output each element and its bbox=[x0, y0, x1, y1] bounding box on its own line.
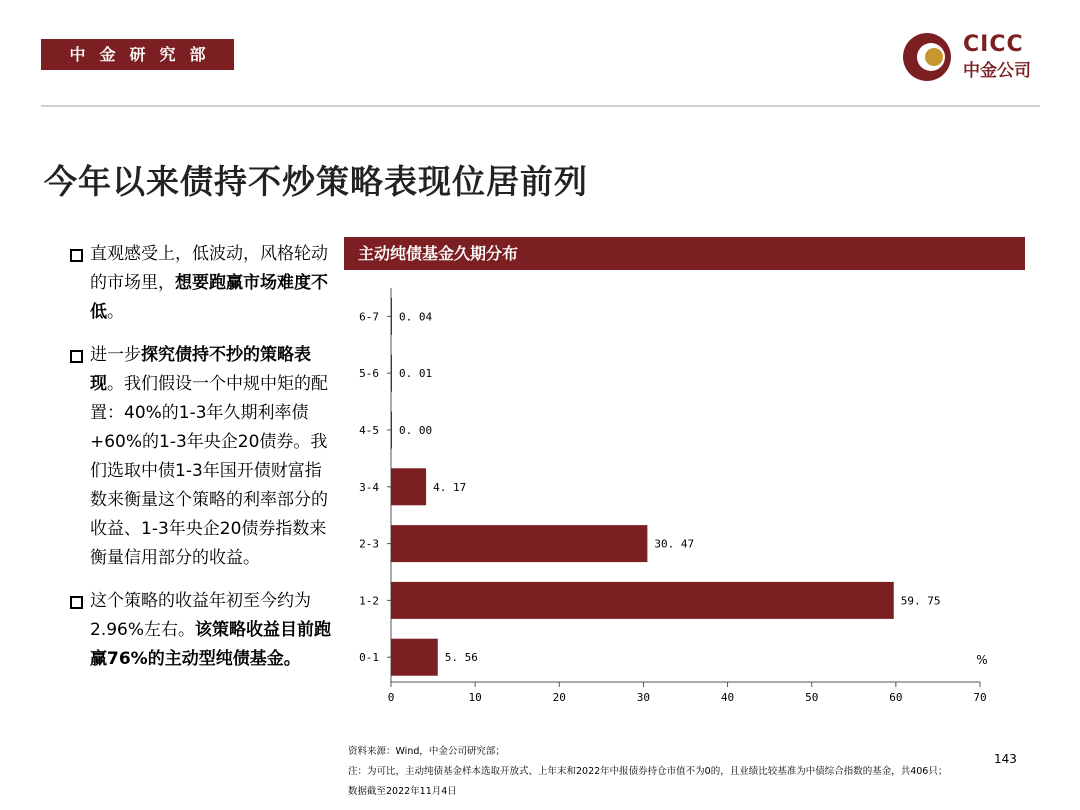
y-tick-label: 3-4 bbox=[359, 480, 379, 494]
x-tick-label: 30 bbox=[636, 691, 651, 704]
logo-text-cn: 中金公司 bbox=[963, 61, 1031, 81]
data-label: 30. 47 bbox=[654, 537, 695, 551]
y-tick-label: 6-7 bbox=[359, 310, 379, 324]
note-line: 注：为可比，主动纯债基金样本选取开放式、上年末和2022年中报债券持仓市值不为0的，且业绩比较基准为中债综合指数的基金，共406只； bbox=[348, 766, 948, 777]
bar-0-1 bbox=[391, 639, 438, 676]
bullet-square-icon bbox=[70, 596, 83, 609]
bar-1-2 bbox=[391, 582, 894, 619]
x-tick-label: 20 bbox=[552, 691, 566, 704]
x-tick-label: 60 bbox=[889, 691, 903, 704]
x-tick-label: 40 bbox=[720, 691, 735, 704]
slide-title: 今年以来债持不炒策略表现位居前列 bbox=[44, 162, 588, 201]
department-tag: 中金研究部 bbox=[41, 39, 234, 70]
bar-2-3 bbox=[391, 525, 647, 562]
bullet-item bbox=[70, 341, 332, 573]
duration-bar-chart bbox=[344, 280, 1024, 720]
bullet-emphasis: 该策略收益目前跑赢76%的主动型纯债基金。 bbox=[90, 620, 332, 669]
bullet-text: 进一步 bbox=[90, 345, 141, 365]
bullet-square-icon bbox=[70, 249, 83, 262]
y-tick-label: 1-2 bbox=[359, 594, 379, 608]
bullet-emphasis: 探究债持不抄的策略表现 bbox=[90, 345, 311, 394]
bullet-list bbox=[70, 240, 332, 688]
x-tick-label: 10 bbox=[468, 691, 482, 704]
bullet-square-icon bbox=[70, 350, 83, 363]
header-divider bbox=[41, 105, 1040, 107]
unit-label: % bbox=[976, 653, 988, 667]
bullet-emphasis: 想要跑赢市场难度不低 bbox=[90, 273, 328, 322]
cicc-logo bbox=[900, 30, 1050, 86]
date-line: 数据截至2022年11月4日 bbox=[348, 786, 457, 797]
bar-5-6 bbox=[391, 355, 392, 392]
bar-4-5 bbox=[391, 412, 392, 449]
bullet-text: 。 bbox=[107, 302, 124, 322]
source-line: 资料来源：Wind，中金公司研究部； bbox=[348, 746, 505, 757]
y-tick-label: 2-3 bbox=[359, 537, 379, 551]
chart-header: 主动纯债基金久期分布 bbox=[344, 237, 1025, 270]
data-label: 5. 56 bbox=[444, 651, 478, 665]
y-tick-label: 5-6 bbox=[359, 367, 379, 381]
bullet-text: 这个策略的收益年初至今约为2.96%左右。 bbox=[90, 591, 311, 640]
cicc-logo-icon bbox=[900, 30, 954, 84]
data-label: 0. 00 bbox=[399, 424, 433, 437]
bar-6-7 bbox=[391, 298, 392, 335]
data-label: 4. 17 bbox=[433, 480, 467, 494]
bullet-text: 直观感受上，低波动，风格轮动的市场里， bbox=[90, 244, 328, 293]
y-tick-label: 0-1 bbox=[359, 651, 379, 665]
x-tick-label: 0 bbox=[387, 691, 395, 704]
bullet-text: 。我们假设一个中规中矩的配置：40%的1-3年久期利率债+60%的1-3年央企20债券。我们选取中债1-3年国开债财富指数来衡量这个策略的利率部分的收益、1-3年央企20债券指数来衡量信用部分的收益。 bbox=[90, 374, 328, 568]
x-tick-label: 50 bbox=[805, 691, 819, 704]
logo-text-en: CICC bbox=[963, 32, 1024, 57]
page-number: 143 bbox=[994, 752, 1017, 766]
y-tick-label: 4-5 bbox=[359, 424, 379, 437]
data-label: 0. 04 bbox=[399, 310, 433, 324]
data-label: 0. 01 bbox=[399, 367, 433, 381]
source-notes bbox=[348, 742, 947, 802]
bullet-item bbox=[70, 587, 332, 674]
bullet-item bbox=[70, 240, 332, 327]
data-label: 59. 75 bbox=[900, 594, 941, 608]
x-tick-label: 70 bbox=[973, 691, 987, 704]
bar-3-4 bbox=[391, 468, 426, 505]
